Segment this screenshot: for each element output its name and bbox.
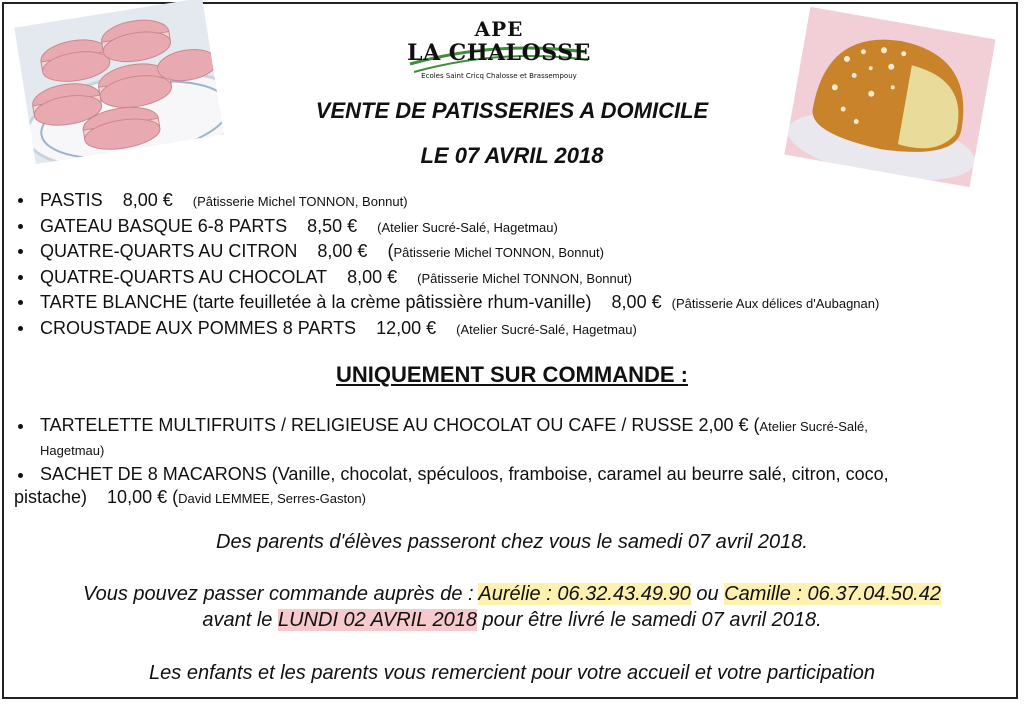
order-item-text-cont: pistache) 10,00 € ( — [14, 487, 179, 507]
list-item — [14, 290, 879, 316]
item-name: TARTE BLANCHE (tarte feuilletée à la crème pâtissière rhum-vanille) — [40, 292, 592, 312]
logo-name-text: LA CHALOSSE — [407, 40, 591, 66]
order-contact-line — [0, 583, 1024, 606]
item-price: 8,50 € — [307, 215, 358, 236]
page-title: VENTE DE PATISSERIES A DOMICILE — [315, 98, 709, 123]
order-item-text: TARTELETTE MULTIFRUITS / RELIGIEUSE AU CHOCOLAT OU CAFE / RUSSE 2,00 € ( — [40, 415, 760, 435]
bullet-icon — [18, 198, 23, 203]
item-vendor-paren: ( — [387, 241, 394, 261]
order-item-vendor: Atelier Sucré-Salé, — [759, 419, 868, 434]
bullet-icon — [18, 473, 23, 478]
order-prefix: Vous pouvez passer commande auprès de : — [83, 583, 479, 605]
item-price: 8,00 € — [317, 241, 368, 261]
bullet-icon — [18, 424, 23, 429]
logo-subtitle: Ecoles Saint Cricq Chalosse et Brassempouy — [421, 72, 577, 80]
list-item — [14, 265, 879, 291]
item-name: QUATRE-QUARTS AU CITRON — [40, 241, 298, 261]
list-item — [14, 463, 1004, 486]
item-vendor: (Pâtisserie Michel TONNON, Bonnut) — [192, 194, 408, 209]
or-text: ou — [690, 583, 725, 605]
thanks-message: Les enfants et les parents vous remercient pour votre accueil et votre participation — [149, 662, 875, 684]
item-name: GATEAU BASQUE 6-8 PARTS — [40, 215, 288, 236]
item-price: 12,00 € — [376, 317, 437, 338]
item-vendor: (Pâtisserie Michel TONNON, Bonnut) — [417, 270, 632, 286]
visit-message: Des parents d'élèves passeront chez vous le samedi 07 avril 2018. — [216, 531, 808, 553]
bullet-icon — [18, 300, 23, 305]
before-text: avant le — [202, 609, 278, 631]
item-name: PASTIS — [40, 190, 103, 210]
delivery-text: pour être livré le samedi 07 avril 2018. — [477, 609, 822, 631]
item-vendor: (Atelier Sucré-Salé, Hagetmau) — [377, 219, 558, 235]
item-vendor: (Pâtisserie Aux délices d'Aubagnan) — [671, 296, 880, 311]
list-item-cont — [14, 486, 1004, 510]
bullet-icon — [18, 249, 23, 254]
item-price: 8,00 € — [122, 190, 173, 210]
page-date: LE 07 AVRIL 2018 — [420, 143, 604, 168]
order-item-vendor-cont: Hagetmau) — [40, 443, 105, 458]
list-item — [14, 214, 879, 240]
order-list — [14, 414, 1004, 510]
logo-ape-text: APE — [474, 17, 524, 41]
order-item-vendor: David LEMMEE, Serres-Gaston) — [178, 491, 366, 506]
item-vendor: Pâtisserie Michel TONNON, Bonnut) — [393, 245, 604, 260]
bullet-icon — [18, 326, 23, 331]
bullet-icon — [18, 224, 23, 229]
deadline-date: LUNDI 02 AVRIL 2018 — [277, 609, 477, 631]
item-name: CROUSTADE AUX POMMES 8 PARTS — [40, 317, 357, 338]
list-item — [14, 239, 879, 265]
pastry-list — [14, 188, 879, 341]
item-vendor: (Atelier Sucré-Salé, Hagetmau) — [456, 321, 637, 337]
list-item — [14, 414, 1004, 461]
order-item-text: SACHET DE 8 MACARONS (Vanille, chocolat, spéculoos, framboise, caramel au beurre salé, citron, coco, — [40, 464, 889, 484]
contact-camille: Camille : 06.37.04.50.42 — [724, 583, 941, 605]
contact-aurelie: Aurélie : 06.32.43.49.90 — [478, 583, 691, 605]
order-only-heading-text: UNIQUEMENT SUR COMMANDE : — [336, 362, 688, 387]
bullet-icon — [18, 275, 23, 280]
item-price: 8,00 € — [611, 292, 662, 312]
list-item — [14, 188, 879, 214]
item-name: QUATRE-QUARTS AU CHOCOLAT — [40, 266, 328, 287]
deadline-line — [0, 609, 1024, 632]
item-price: 8,00 € — [347, 266, 398, 287]
ape-logo — [404, 18, 594, 90]
list-item — [14, 316, 879, 342]
order-only-heading — [0, 362, 1024, 388]
